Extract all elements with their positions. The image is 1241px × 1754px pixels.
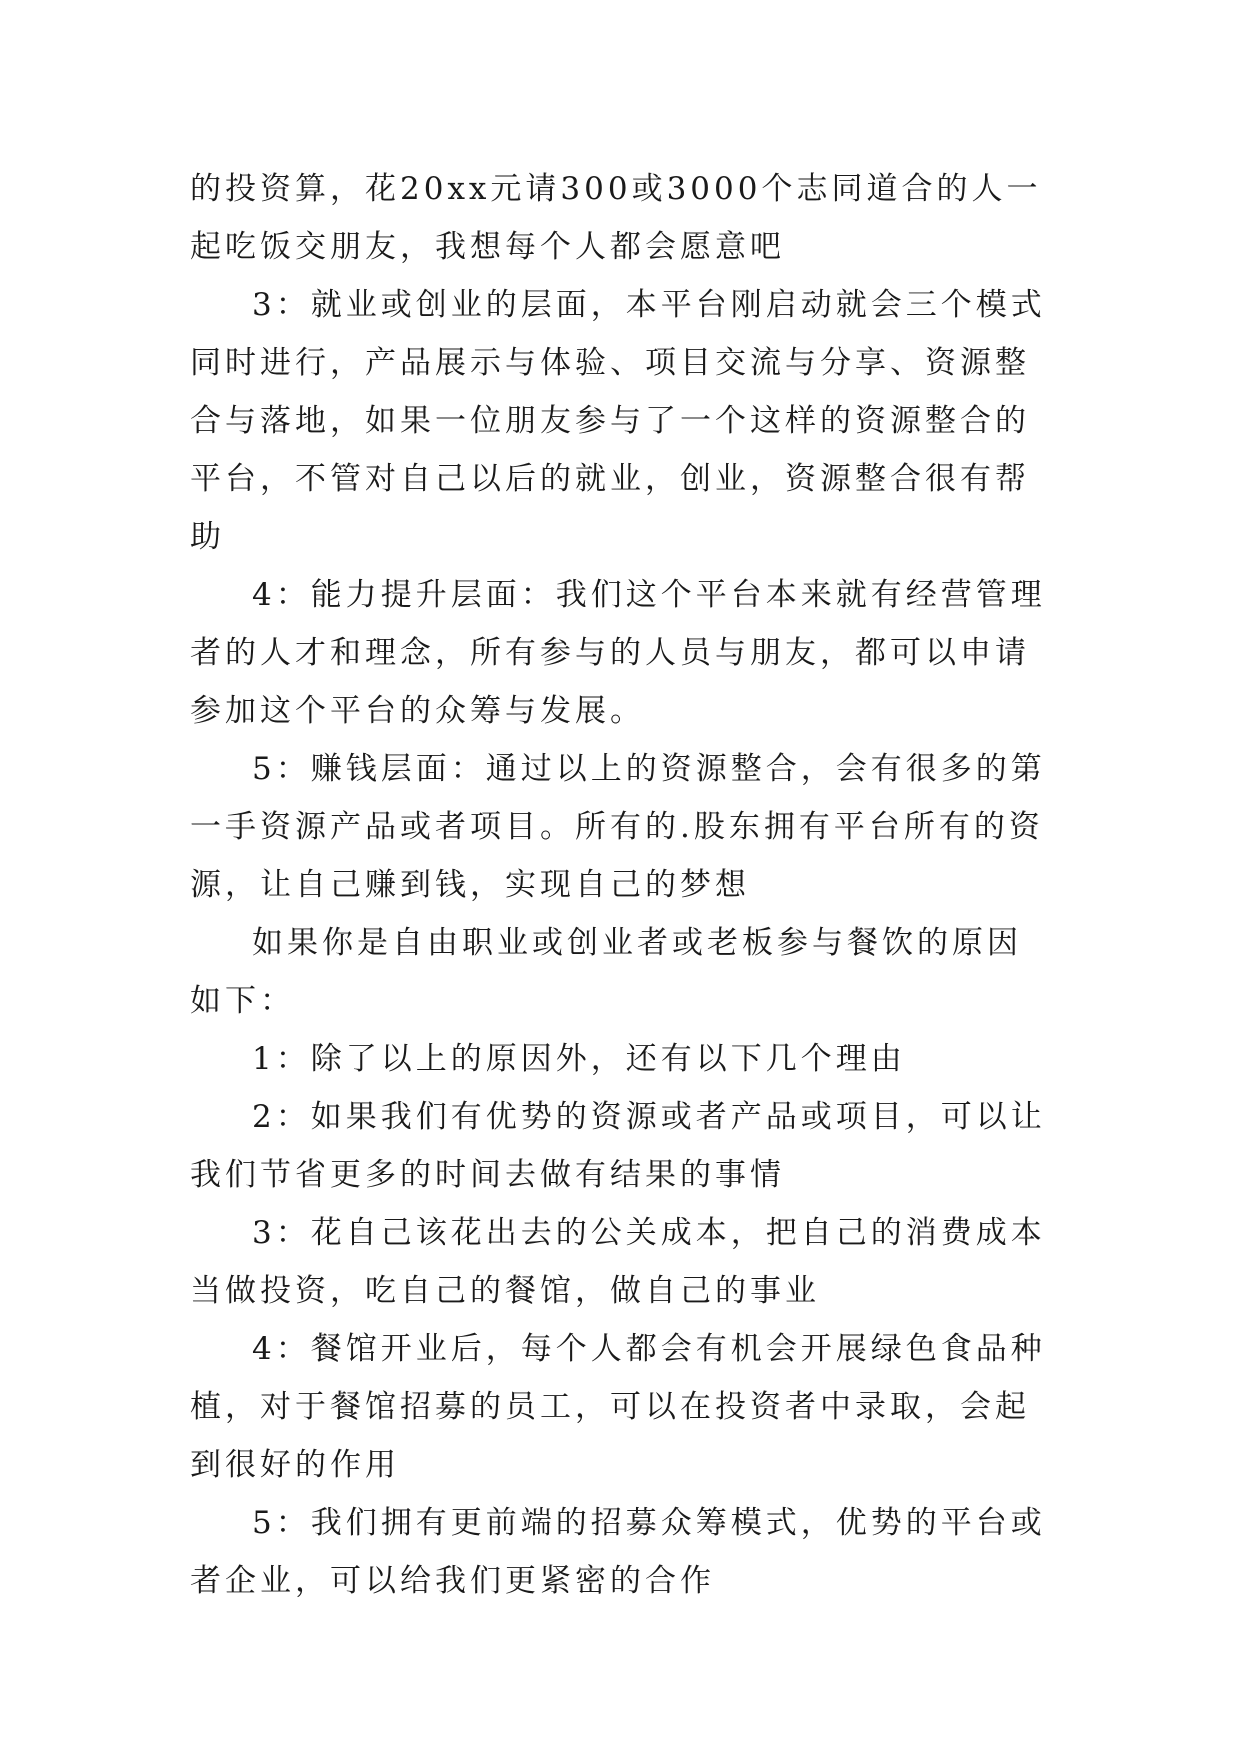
paragraph-reason-5: 5：我们拥有更前端的招募众筹模式，优势的平台或者企业，可以给我们更紧密的合作 — [190, 1505, 1046, 1599]
paragraph-freelancer-intro: 如果你是自由职业或创业者或老板参与餐饮的原因如下： — [190, 925, 1022, 1019]
paragraph-reason-1: 1：除了以上的原因外，还有以下几个理由 — [252, 1041, 906, 1077]
paragraph-ability-level: 4：能力提升层面：我们这个平台本来就有经营管理者的人才和理念，所有参与的人员与朋友，都可以申请参加这个平台的众筹与发展。 — [190, 577, 1046, 729]
paragraph-reason-2: 2：如果我们有优势的资源或者产品或项目，可以让我们节省更多的时间去做有结果的事情 — [190, 1099, 1046, 1193]
paragraph-earning-level: 5：赚钱层面：通过以上的资源整合，会有很多的第一手资源产品或者项目。所有的.股东拥有平台所有的资源，让自己赚到钱，实现自己的梦想 — [190, 751, 1046, 903]
paragraph-employment-level: 3：就业或创业的层面，本平台刚启动就会三个模式同时进行，产品展示与体验、项目交流与分享、资源整合与落地，如果一位朋友参与了一个这样的资源整合的平台，不管对自己以后的就业，创业，资源整合很有帮助 — [190, 287, 1046, 555]
paragraph-reason-4: 4：餐馆开业后，每个人都会有机会开展绿色食品种植，对于餐馆招募的员工，可以在投资者中录取，会起到很好的作用 — [190, 1331, 1046, 1483]
document-body — [190, 160, 1050, 1610]
paragraph-reason-3: 3：花自己该花出去的公关成本，把自己的消费成本当做投资，吃自己的餐馆，做自己的事业 — [190, 1215, 1046, 1309]
paragraph-continuation: 的投资算，花20xx元请300或3000个志同道合的人一起吃饭交朋友，我想每个人都会愿意吧 — [190, 171, 1042, 265]
